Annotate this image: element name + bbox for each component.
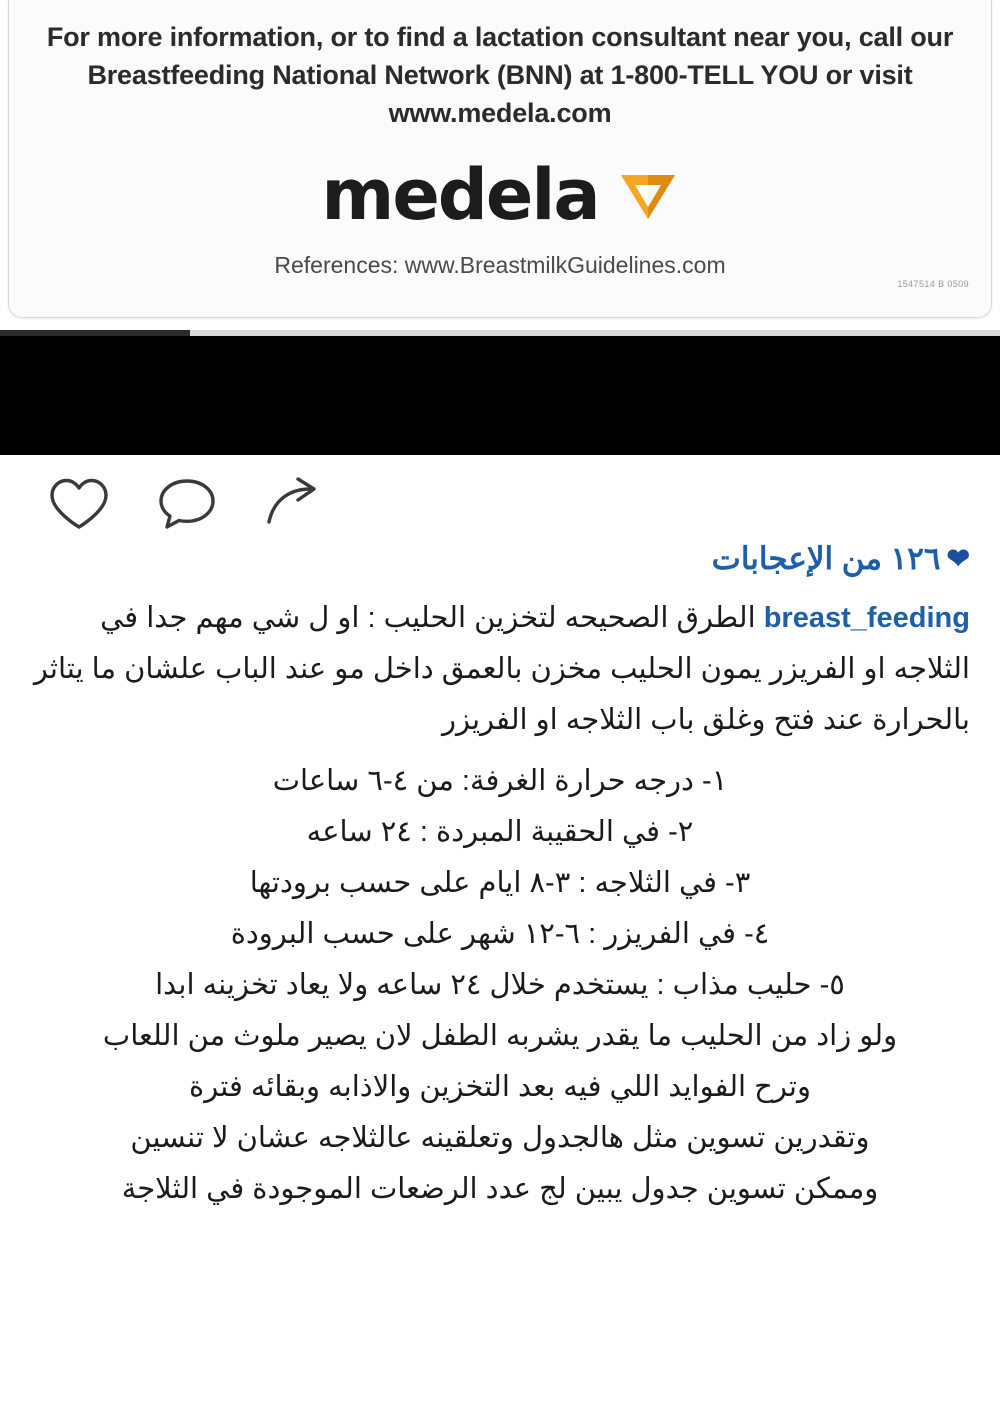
medela-brand-row xyxy=(9,154,991,236)
caption-line: ٥- حليب مذاب : يستخدم خلال ٢٤ ساعه ولا يعاد تخزينه ابدا xyxy=(155,969,845,1001)
caption-line: وترح الفوايد اللي فيه بعد التخزين والاذابه وبقائه فترة xyxy=(189,1071,811,1103)
caption-list xyxy=(30,756,970,1215)
flyer-references: References: www.BreastmilkGuidelines.com xyxy=(274,252,726,278)
caption-line: ١- درجه حرارة الغرفة: من ٤-٦ ساعات xyxy=(272,765,728,797)
caption-intro: الطرق الصحيحه لتخزين الحليب : او ل شي مهم جدا في الثلاجه او الفريزر يمون الحليب مخزن بالعمق داخل مو عند الباب علشان ما يتاثر بالحرارة عند فتح وغلق باب الثلاجه او الفريزر xyxy=(33,602,970,736)
likes-count-label: ١٢٦ من الإعجابات xyxy=(711,541,941,576)
flyer-headline: For more information, or to find a lactation consultant near you, call our Breastfeeding National Network (BNN) at 1-800-TELL YOU or visit www.medela.com xyxy=(46,22,954,128)
media-black-area xyxy=(0,336,1000,455)
action-bar xyxy=(0,455,1000,535)
comment-button[interactable] xyxy=(150,472,224,536)
caption-text xyxy=(30,593,970,746)
caption-line: وتقدرين تسوين مثل هالجدول وتعلقينه عالثلاجه عشان لا تنسين xyxy=(130,1122,870,1154)
share-arrow-icon xyxy=(264,476,326,532)
caption-line: ٣- في الثلاجه : ٣-٨ ايام على حسب برودتها xyxy=(249,867,751,899)
comment-bubble-icon xyxy=(156,476,218,532)
likes-row[interactable] xyxy=(30,539,970,579)
caption-line: ٤- في الفريزر : ٦-١٢ شهر على حسب البرودة xyxy=(230,918,770,950)
post-media[interactable] xyxy=(0,0,1000,455)
post-caption-block xyxy=(0,535,1000,1215)
caption-line: ولو زاد من الحليب ما يقدر يشربه الطفل لان يصير ملوث من اللعاب xyxy=(102,1020,898,1052)
like-button[interactable] xyxy=(42,472,116,536)
heart-icon xyxy=(48,476,110,532)
medela-logo-icon xyxy=(617,167,679,223)
heart-filled-icon: ❤ xyxy=(946,543,970,574)
medela-wordmark: medela xyxy=(321,154,599,236)
caption-line: ٢- في الحقيبة المبردة : ٢٤ ساعه xyxy=(306,816,694,848)
caption-username[interactable]: breast_feeding xyxy=(763,602,970,634)
share-button[interactable] xyxy=(258,472,332,536)
flyer-code: 1547514 B 0509 xyxy=(897,279,969,289)
flyer-card xyxy=(8,0,992,318)
caption-line: وممكن تسوين جدول يبين لج عدد الرضعات الموجودة في الثلاجة xyxy=(121,1173,879,1205)
